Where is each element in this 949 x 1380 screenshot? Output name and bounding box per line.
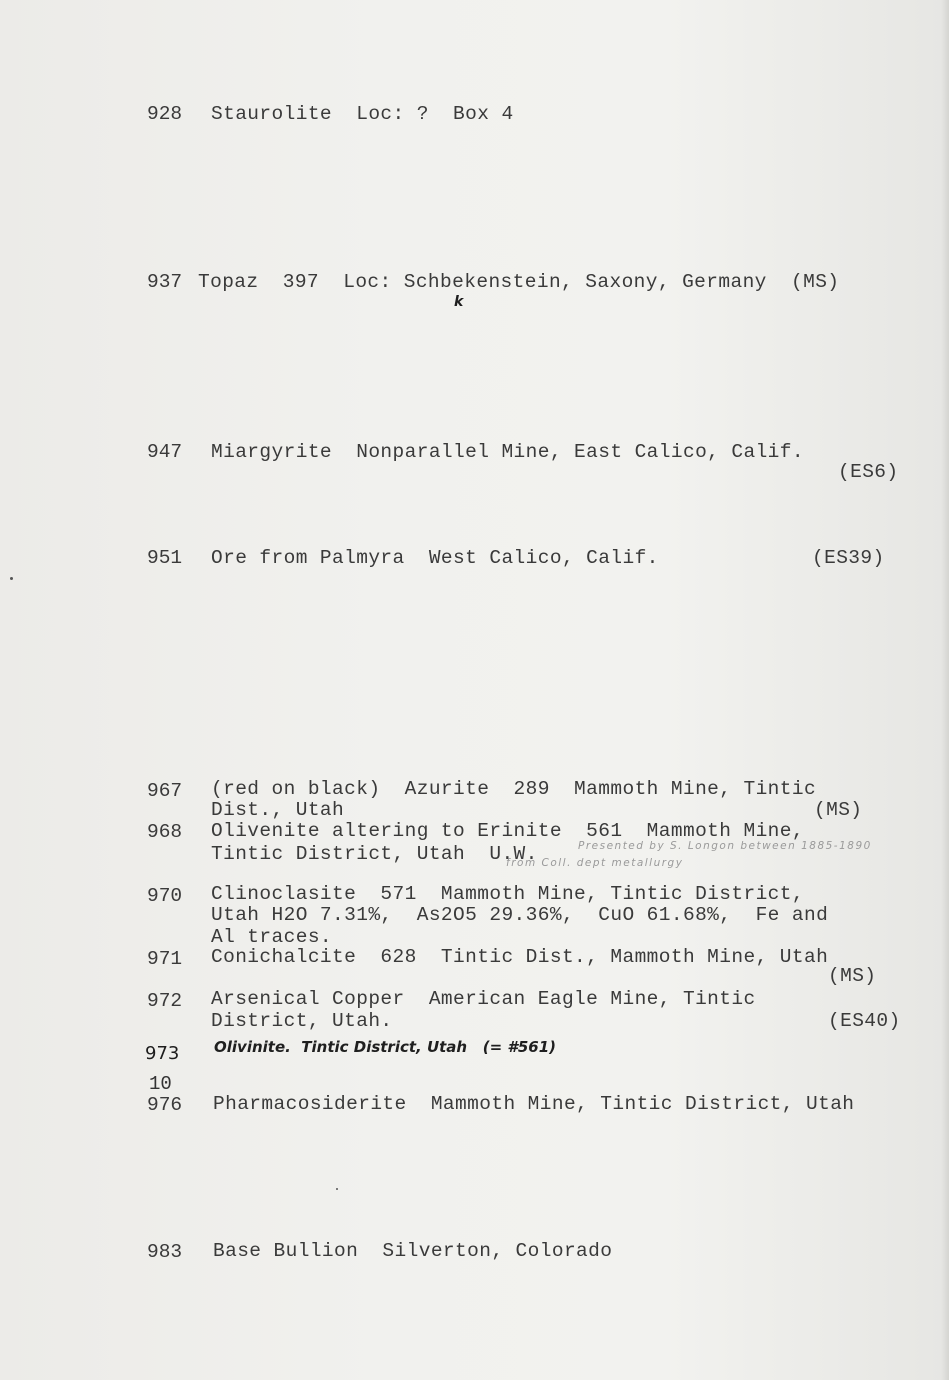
handwritten-correction-mark: k [454,294,464,310]
entry-text-937: Topaz 397 Loc: Schbekenstein, Saxony, Germany (MS) [198,271,840,293]
entry-text-967-line2: Dist., Utah [211,799,345,821]
entry-number-967: 967 [147,780,183,802]
entry-text-968-line2: Tintic District, Utah U.W. [211,843,538,865]
paper-speck [10,577,13,580]
entry-ref-947: (ES6) [838,461,899,483]
entry-ref-951: (ES39) [812,547,885,569]
entry-ref-967: (MS) [814,799,863,821]
entry-number-968: 968 [147,821,183,843]
entry-text-976: Pharmacosiderite Mammoth Mine, Tintic District, Utah [213,1093,855,1115]
page-edge-shadow [941,0,949,1380]
entry-text-968-line1: Olivenite altering to Erinite 561 Mammoth Mine, [211,820,804,842]
entry-text-973-handwritten: Olivinite. Tintic District, Utah (= #561) [214,1038,557,1056]
entry-number-971: 971 [147,948,183,970]
entry-text-972-line1: Arsenical Copper American Eagle Mine, Tintic [211,988,756,1010]
paper-speck [336,1188,338,1190]
entry-number-947: 947 [147,441,183,463]
entry-number-973: 973 [145,1043,180,1064]
entry-text-971: Conichalcite 628 Tintic Dist., Mammoth Mine, Utah [211,946,829,968]
entry-text-951: Ore from Palmyra West Calico, Calif. [211,547,659,569]
entry-ref-972: (ES40) [828,1010,901,1032]
entry-text-967-line1: (red on black) Azurite 289 Mammoth Mine, Tintic [211,778,817,800]
entry-text-970-line2: Utah H2O 7.31%, As2O5 29.36%, CuO 61.68%, Fe and [211,904,829,926]
entry-prefix-976: 10 [149,1073,172,1095]
entry-number-976: 976 [147,1094,183,1116]
entry-number-951: 951 [147,547,183,569]
handwritten-note-presented: Presented by S. Longon between 1885-1890 [578,840,872,852]
entry-text-983: Base Bullion Silverton, Colorado [213,1240,613,1262]
entry-text-928: Staurolite Loc: ? Box 4 [211,103,514,125]
handwritten-note-collection: from Coll. dept metallurgy [506,857,684,869]
entry-number-972: 972 [147,990,183,1012]
entry-number-983: 983 [147,1241,183,1263]
entry-text-947: Miargyrite Nonparallel Mine, East Calico, Calif. [211,441,804,463]
entry-ref-971: (MS) [828,965,877,987]
entry-text-970-line1: Clinoclasite 571 Mammoth Mine, Tintic District, [211,883,804,905]
entry-text-970-line3: Al traces. [211,926,333,948]
entry-number-937: 937 [147,271,183,293]
entry-text-972-line2: District, Utah. [211,1010,393,1032]
entry-number-928: 928 [147,103,183,125]
entry-number-970: 970 [147,885,183,907]
